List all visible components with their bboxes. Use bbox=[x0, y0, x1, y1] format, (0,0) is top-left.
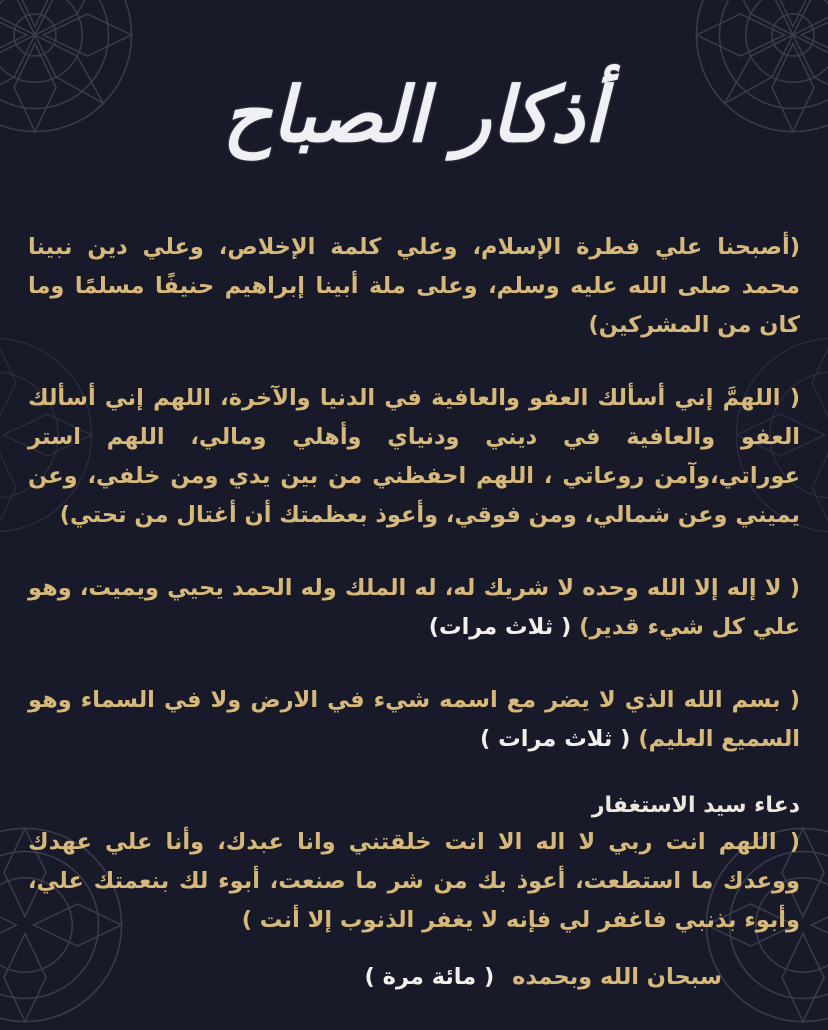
repeat-count: ( ثلاث مرات) bbox=[429, 614, 572, 640]
adhkar-list bbox=[28, 228, 800, 997]
dhikr-tawhid bbox=[28, 569, 800, 647]
repeat-count: ( مائة مرة ) bbox=[365, 964, 495, 990]
repeat-count: ( ثلاث مرات ) bbox=[480, 726, 630, 752]
section-heading-sayyid-al-istighfar: دعاء سيد الاستغفار bbox=[28, 789, 800, 823]
dhikr-fitrat-al-islam bbox=[28, 228, 800, 345]
dhikr-text: ( اللهمَّ إني أسألك العفو والعافية في الدنيا والآخرة، اللهم إني أسألك العفو والعافية في ديني ودنياي وأهلي ومالي، اللهم استر عوراتي،وآمن روعاتي ، اللهم احفظني من بين يدي ومن خلفي، وعن يميني وعن شمالي، ومن فوقي، وأعوذ بعظمتك أن أغتال من تحتي) bbox=[28, 385, 800, 528]
dhikr-text: ( لا إله إلا الله وحده لا شريك له، له الملك وله الحمد يحيي ويميت، وهو علي كل شيء قدير) bbox=[28, 575, 800, 640]
page-title: أذكار الصباح bbox=[0, 70, 828, 159]
dhikr-text: سبحان الله وبحمده bbox=[512, 964, 722, 990]
dhikr-sayyid-al-istighfar bbox=[28, 823, 800, 940]
dhikr-subhanallah bbox=[28, 958, 800, 997]
dhikr-text: ( اللهم انت ربي لا اله الا انت خلقتني وانا عبدك، وأنا علي عهدك ووعدك ما استطعت، أعوذ بك من شر ما صنعت، أبوء لك بنعمتك علي، وأبوء بذنبي فاغفر لي فإنه لا يغفر الذنوب إلا أنت ) bbox=[28, 829, 800, 933]
dhikr-text: ( بسم الله الذي لا يضر مع اسمه شيء في الارض ولا في السماء وهو السميع العليم) bbox=[28, 687, 800, 752]
dhikr-bismillah bbox=[28, 681, 800, 759]
dhikr-al-afw-wal-afiya bbox=[28, 379, 800, 535]
dhikr-text: (أصبحنا علي فطرة الإسلام، وعلي كلمة الإخلاص، وعلي دين نبينا محمد صلى الله عليه وسلم، وعلى ملة أبينا إبراهيم حنيفًا مسلمًا وما كان من المشركين) bbox=[28, 234, 800, 338]
